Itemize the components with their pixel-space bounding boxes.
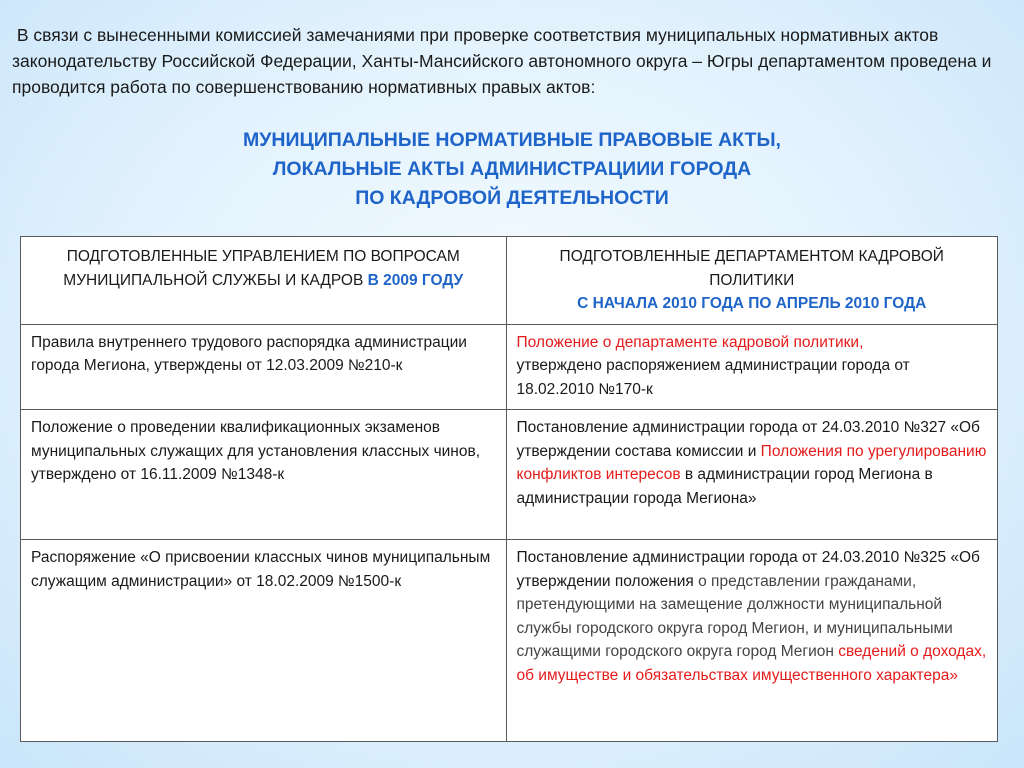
- column-header-2009-text: ПОДГОТОВЛЕННЫЕ УПРАВЛЕНИЕМ ПО ВОПРОСАМ МУНИЦИПАЛЬНОЙ СЛУЖБЫ И КАДРОВ: [63, 248, 460, 289]
- row-3-right-gray: о представлении гражданами, претендующими на замещение должности муниципальной службы городского округа город Мегион, и муниципальными служащими городского округа город Мегион: [516, 572, 953, 660]
- heading-line-3: ПО КАДРОВОЙ ДЕЯТЕЛЬНОСТИ: [355, 187, 669, 209]
- row-3-right-cell: [506, 540, 998, 742]
- heading-line-2: ЛОКАЛЬНЫЕ АКТЫ АДМИНИСТРАЦИИИ ГОРОДА: [272, 158, 752, 180]
- table-row: [21, 410, 998, 540]
- table-row: [21, 540, 998, 742]
- row-2-right-post: в администрации город Мегиона в администрации города Мегиона»: [516, 466, 933, 507]
- acts-table: [20, 236, 998, 742]
- table-header-row: [21, 237, 998, 325]
- column-header-2010-highlight: С НАЧАЛА 2010 ГОДА ПО АПРЕЛЬ 2010 ГОДА: [577, 295, 927, 312]
- row-1-left-cell: Правила внутреннего трудового распорядка администрации города Мегиона, утверждены от 12.03.2009 №210-к: [21, 324, 507, 410]
- row-3-right-red: сведений о доходах, об имуществе и обязательствах имущественного характера»: [516, 643, 987, 684]
- row-1-right-red: Положение о департаменте кадровой политики,: [516, 333, 864, 351]
- row-1-right-cell: [506, 324, 998, 410]
- column-header-2009-highlight: В 2009 ГОДУ: [367, 271, 464, 289]
- column-header-2010: [506, 237, 998, 325]
- row-2-right-pre: Постановление администрации города от 24.03.2010 №327 «Об утверждении состава комиссии и: [516, 419, 980, 460]
- row-3-right-pre: Постановление администрации города от 24.03.2010 №325 «Об утверждении положения: [516, 549, 980, 590]
- row-1-right-text: утверждено распоряжением администрации города от 18.02.2010 №170-к: [516, 357, 910, 398]
- table-row: [21, 324, 998, 410]
- column-header-2009: [21, 237, 507, 325]
- heading-line-1: МУНИЦИПАЛЬНЫЕ НОРМАТИВНЫЕ ПРАВОВЫЕ АКТЫ,: [243, 129, 781, 151]
- row-2-right-cell: [506, 410, 998, 540]
- intro-text: В связи с вынесенными комиссией замечаниями при проверке соответствия муниципальных нормативных актов законодательству Российской Федерации, Ханты-Мансийского автономного округа – Югры департаментом проведена и проводится работа по совершенствованию нормативных правых актов:: [12, 25, 992, 97]
- column-header-2010-text: ПОДГОТОВЛЕННЫЕ ДЕПАРТАМЕНТОМ КАДРОВОЙ ПОЛИТИКИ: [559, 248, 944, 289]
- intro-paragraph: [12, 22, 1017, 100]
- row-2-left-cell: Положение о проведении квалификационных экзаменов муниципальных служащих для установления классных чинов, утверждено от 16.11.2009 №1348-к: [21, 410, 507, 540]
- row-3-left-cell: Распоряжение «О присвоении классных чинов муниципальным служащим администрации» от 18.02.2009 №1500-к: [21, 540, 507, 742]
- row-2-right-red: Положения по урегулированию конфликтов интересов: [516, 442, 987, 483]
- section-heading: [0, 126, 1024, 213]
